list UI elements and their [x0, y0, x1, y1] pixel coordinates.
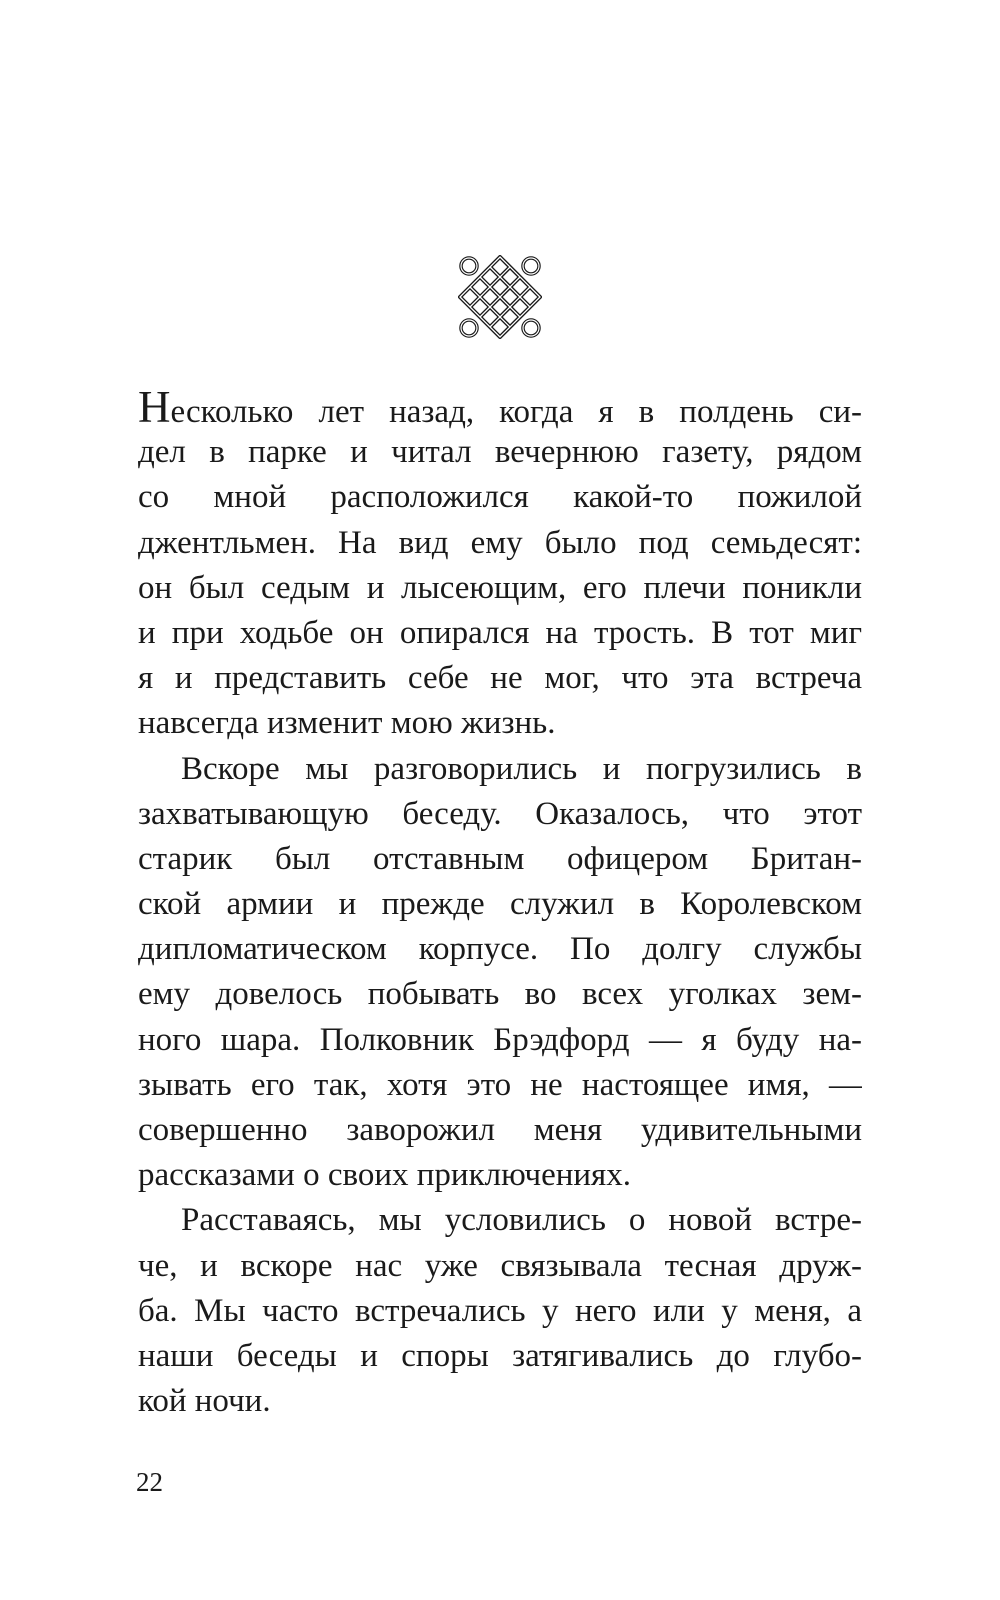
text-line: ему довелось побывать во всех уголках зем-	[138, 976, 862, 1013]
endless-knot-icon	[458, 255, 542, 339]
text-line: старик был отставным офицером Британ-	[138, 840, 862, 877]
text-line: дел в парке и читал вечернюю газету, рядом	[138, 434, 862, 471]
text-line: наши беседы и споры затягивались до глубо-	[138, 1337, 862, 1374]
text-line: ба. Мы часто встречались у него или у меня, а	[138, 1292, 862, 1329]
text-line-content: есколько лет назад, когда я в полдень си-	[170, 394, 862, 430]
paragraph-2	[138, 747, 862, 1199]
text-line: кой ночи.	[138, 1383, 271, 1420]
text-line: он был седым и лысеющим, его плечи поникли	[138, 569, 862, 606]
paragraph-3	[138, 1198, 862, 1424]
text-line: ного шара. Полковник Брэдфорд — я буду на-	[138, 1021, 862, 1058]
text-line: и при ходьбе он опирался на трость. В тот миг	[138, 614, 862, 651]
text-line: со мной расположился какой-то пожилой	[138, 479, 862, 516]
text-line: рассказами о своих приключениях.	[138, 1157, 631, 1194]
text-line: навсегда изменит мою жизнь.	[138, 705, 556, 742]
text-line: ской армии и прежде служил в Королевском	[138, 886, 862, 923]
text-line: че, и вскоре нас уже связывала тесная друж-	[138, 1247, 862, 1284]
text-line: зывать его так, хотя это не настоящее имя, —	[138, 1066, 862, 1103]
text-line: дипломатическом корпусе. По долгу службы	[138, 931, 862, 968]
paragraph-1	[138, 385, 862, 747]
text-line: Расставаясь, мы условились о новой встре-	[181, 1202, 862, 1239]
text-line: джентльмен. На вид ему было под семьдесят:	[138, 524, 862, 561]
text-line: совершенно заворожил меня удивительными	[138, 1112, 862, 1148]
text-line: я и представить себе не мог, что эта встреча	[138, 660, 862, 697]
body-text	[138, 385, 862, 1424]
drop-cap: Н	[138, 385, 171, 431]
page-number: 22	[136, 1467, 163, 1497]
text-line: Вскоре мы разговорились и погрузились в	[181, 750, 862, 787]
text-line	[138, 385, 862, 430]
text-line: захватывающую беседу. Оказалось, что этот	[138, 795, 862, 832]
